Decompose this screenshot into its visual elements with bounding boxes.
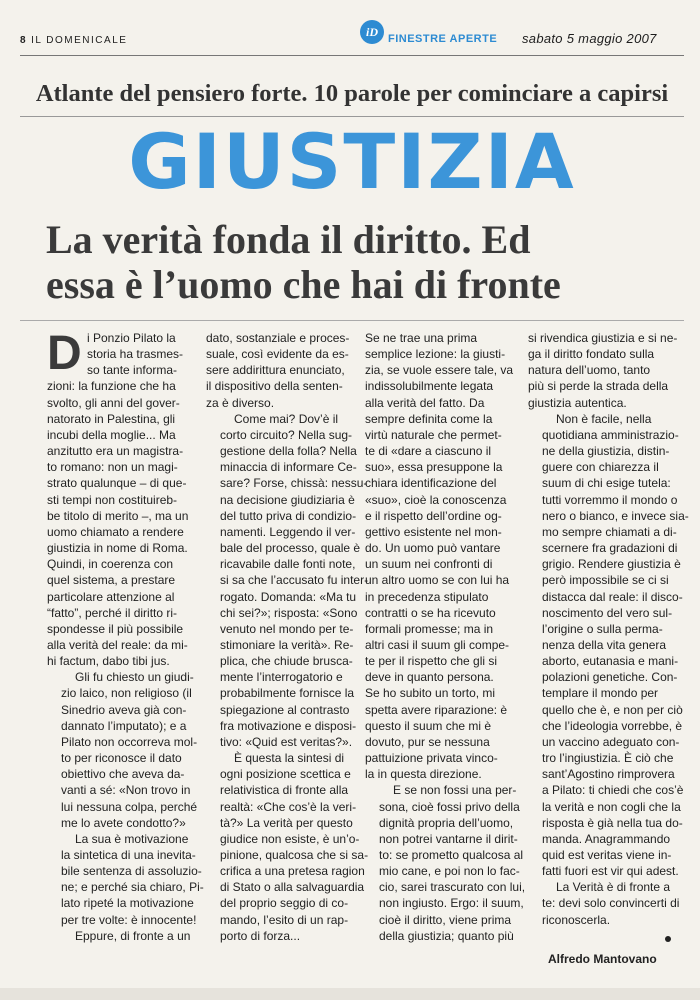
text-line: aborto, eutanasia e mani- <box>542 654 679 669</box>
text-line: obiettivo che aveva da- <box>61 767 185 782</box>
text-line: che l’ideologia vorrebbe, è <box>542 718 683 733</box>
text-line: si sa che l’accusato fu inter- <box>220 573 369 588</box>
text-line: do. Un uomo può vantare <box>365 541 501 556</box>
byline: Alfredo Mantovano <box>548 952 657 966</box>
text-line: to: se prometto qualcosa al <box>379 848 524 862</box>
text-line: anzitutto era un magistra- <box>47 444 184 459</box>
text-line: te: devi solo convincerti di <box>542 896 680 911</box>
text-line: quid est veritas viene in- <box>542 848 672 862</box>
text-column-2 <box>206 330 369 944</box>
text-line: na decisione giudiziaria è <box>220 492 355 507</box>
masthead <box>20 24 684 52</box>
text-line: sare? Forse, chissà: nessu- <box>220 476 368 491</box>
text-line: hi factum, dabo tibi jus. <box>47 654 170 669</box>
text-line: incubi della moglie... Ma <box>47 427 176 442</box>
text-line: chiara identificazione del <box>365 476 497 491</box>
text-line: guere con chiarezza il <box>542 460 659 475</box>
text-line: riconoscerla. <box>542 912 611 927</box>
text-line: Gli fu chiesto un giudi- <box>75 670 194 685</box>
text-line: di Stato o alla salvaguardia <box>220 880 365 895</box>
text-line: alla verità del reale: da mi- <box>47 637 188 652</box>
text-line: tro l’ingiustizia. È ciò che <box>542 751 674 766</box>
text-line: corto circuito? Nella sug- <box>220 427 353 442</box>
text-line: “fatto”, perché il diritto ri- <box>47 605 178 620</box>
text-line: dovuto, pur se nessuna <box>365 734 490 749</box>
text-line: scernere fra gradazioni di <box>542 541 678 556</box>
text-line: bale del processo, quale è <box>220 541 361 556</box>
paragraph <box>206 411 369 750</box>
text-line: a Pilato: ti chiedi che cos’è <box>542 783 684 798</box>
text-line: Pilato non occorreva mol- <box>61 734 198 749</box>
text-line: porto di forza... <box>220 928 301 943</box>
text-line: la verità e non cogli che la <box>542 799 681 814</box>
text-line: plica, che chiude brusca- <box>220 654 353 669</box>
text-line: probabilmente fornisce la <box>220 686 355 701</box>
text-line: semplice lezione: la giusti- <box>365 347 506 362</box>
header-rule <box>20 55 684 56</box>
text-line: Come mai? Dov’è il <box>234 411 339 426</box>
drop-cap: D <box>47 327 82 380</box>
text-line: pinione, qualcosa che si sa- <box>220 848 369 862</box>
text-line: za è diverso. <box>206 395 275 410</box>
text-line: fra motivazione e disposi- <box>220 718 357 733</box>
paragraph <box>47 669 199 831</box>
text-line: giustizia in nome di Roma. <box>47 541 188 556</box>
text-line: venuto nel mondo per te- <box>220 621 354 636</box>
text-line: ne della giustizia, distin- <box>542 444 670 459</box>
text-line: mente l’interrogatorio e <box>220 670 343 685</box>
text-line: contratti o se ha ricevuto <box>365 605 496 620</box>
headline-rule <box>20 320 684 321</box>
text-line: spiegazione al contrasto <box>220 702 350 717</box>
text-line: tutti vorremmo il mondo o <box>542 492 678 507</box>
text-line: quel sistema, a prestare <box>47 573 176 588</box>
text-line: sere addirittura enunciato, <box>206 363 345 378</box>
end-mark-icon <box>665 936 671 942</box>
text-line: pattuizione privata vinco- <box>365 751 498 766</box>
text-line: virtù naturale che permet- <box>365 427 502 442</box>
paragraph <box>47 928 199 944</box>
text-line: indissolubilmente legata <box>365 379 494 394</box>
text-line: particolare attenzione al <box>47 589 175 604</box>
text-column-4 <box>528 330 689 928</box>
paragraph <box>528 330 680 411</box>
text-line: ne; e perché sia chiaro, Pi- <box>61 880 204 895</box>
text-line: ricavabile dalle fonti note, <box>220 557 356 572</box>
text-line: manda. Anagrammando <box>542 831 671 846</box>
text-line: strato qualunque – di que- <box>47 476 187 491</box>
text-line: ga il diritto fondato sulla <box>528 347 655 362</box>
text-line: sempre definita come la <box>365 411 493 426</box>
text-line: tivo: «Quid est veritas?». <box>220 734 353 749</box>
text-line: nero o bianco, e invece sia- <box>542 508 689 523</box>
text-line: del proprio seggio di co- <box>220 896 349 911</box>
text-line: namenti. Leggendo il ver- <box>220 524 356 539</box>
text-line: non ingiusto. Ergo: il suum, <box>379 896 524 911</box>
text-line: suale, così evidente da es- <box>206 347 349 362</box>
text-line: relativistica di fronte alla <box>220 783 349 798</box>
section-name: FINESTRE APERTE <box>388 33 498 45</box>
text-line: spetta avere riparazione: è <box>365 702 508 717</box>
paragraph <box>206 750 369 944</box>
paragraph <box>47 327 199 669</box>
text-line: La Verità è di fronte a <box>556 880 671 895</box>
headline-line: La verità fonda il diritto. Ed <box>46 217 531 262</box>
paper-name: IL DOMENICALE <box>31 34 128 46</box>
text-line: rogato. Domanda: «Ma tu <box>220 589 357 604</box>
text-line: un altro uomo se con lui ha <box>365 573 510 588</box>
page-number: 8 <box>20 34 27 46</box>
issue-date: sabato 5 maggio 2007 <box>522 31 657 46</box>
text-line: in precedenza stipulato <box>365 589 489 604</box>
text-line: realtà: «Che cos’è la veri- <box>220 799 357 814</box>
text-line: questo il suum che mi è <box>365 718 492 733</box>
text-line: suum di chi esige tutela: <box>542 476 671 491</box>
text-line: Eppure, di fronte a un <box>75 928 191 943</box>
text-line: minaccia di informare Ce- <box>220 460 357 475</box>
text-line: lui nessuna colpa, perché <box>61 799 198 814</box>
text-line: un vaccino adeguato con- <box>542 734 680 749</box>
text-line: la in questa direzione. <box>365 767 482 782</box>
text-line: svolto, gli anni del gover- <box>47 395 180 410</box>
section-logo-icon: iD <box>360 20 384 44</box>
text-line: alla verità del fatto. Da <box>365 395 485 410</box>
text-line: Quindi, in coerenza con <box>47 557 174 572</box>
article-headline <box>46 217 686 307</box>
text-line: cioè il diritto, viene prima <box>379 912 512 927</box>
paragraph <box>528 879 680 927</box>
paragraph <box>47 831 204 928</box>
text-line: distacca dal reale: il disco- <box>542 589 683 604</box>
text-line: deve in quanto persona. <box>365 670 494 685</box>
text-line: Non è facile, nella <box>556 411 652 426</box>
text-line: giudice non esiste, è un’o- <box>220 831 360 846</box>
text-line: mio cane, e poi non lo fac- <box>379 864 520 879</box>
section-title: GIUSTIZIA <box>128 117 576 206</box>
text-line: templare il mondo per <box>542 686 659 701</box>
text-line: giustizia autentica. <box>528 395 627 410</box>
text-line: e il rispetto dell’ordine og- <box>365 508 502 523</box>
text-line: della giustizia; quanto più <box>379 928 514 943</box>
text-line: bile sentenza di assoluzio- <box>61 864 202 879</box>
text-line: gettivo esistente nel mon- <box>365 524 502 539</box>
text-line: zia, se vuole essere tale, va <box>365 363 514 378</box>
text-line: uomo chiamato a rendere <box>47 524 184 539</box>
text-line: formali promesse; ma in <box>365 621 494 636</box>
text-line: lato ripeté la motivazione <box>61 896 194 911</box>
text-line: però impossibile se ci si <box>542 573 669 588</box>
text-line: vanti a sé: «Non trovo in <box>61 783 191 798</box>
text-line: natorato in Palestina, gli <box>47 411 176 426</box>
text-line: nenza della vita genera <box>542 637 667 652</box>
text-line: to per riconosce il dato <box>61 751 182 766</box>
text-line: La sua è motivazione <box>75 831 189 846</box>
text-line: noscimento del vero sul- <box>542 605 673 620</box>
text-line: tà?» La verità per questo <box>220 815 353 830</box>
text-line: più si perde la strada della <box>528 379 669 394</box>
text-line: zioni: la funzione che ha <box>47 379 176 394</box>
text-line: so tante informa- <box>87 363 178 378</box>
text-line: dannato l’imputato); e a <box>61 718 187 733</box>
text-line: risposta è già nella tua do- <box>542 815 683 830</box>
text-line: la sintetica di una inevita- <box>61 848 196 862</box>
text-column-1 <box>47 327 204 944</box>
text-line: suo», essa presuppone la <box>365 460 503 475</box>
text-line: be titolo di merito –, ma un <box>47 508 189 523</box>
text-line: polazioni genetiche. Con- <box>542 670 678 685</box>
text-line: mando, l’esito di un rap- <box>220 912 349 927</box>
text-line: crifica a una pretesa ragion <box>220 864 365 879</box>
headline-line: essa è l’uomo che hai di fronte <box>46 262 561 307</box>
paragraph <box>528 411 689 880</box>
text-column-3 <box>365 330 526 944</box>
text-line: altri casi il suum gli compe- <box>365 637 510 652</box>
text-line: storia ha trasmes- <box>87 347 184 362</box>
text-line: mo sempre chiamati a di- <box>542 524 677 539</box>
paragraph <box>206 330 358 411</box>
text-line: E se non fossi una per- <box>393 783 517 798</box>
text-line: Se ho subito un torto, mi <box>365 686 496 701</box>
text-line: sona, cioè fossi privo della <box>379 799 520 814</box>
text-line: del tutto priva di condizio- <box>220 508 357 523</box>
paragraph <box>365 330 517 782</box>
article-kicker: Atlante del pensiero forte. 10 parole per cominciare a capirsi <box>35 80 669 107</box>
text-line: natura dell’uomo, tanto <box>528 363 651 378</box>
text-line: ogni posizione scettica e <box>220 767 351 782</box>
text-line: sant’Agostino rimprovera <box>542 767 675 782</box>
text-line: grigio. Rendere giustizia è <box>542 557 681 572</box>
text-line: dato, sostanziale e proces- <box>206 331 350 345</box>
text-line: non potrei vantarne il dirit- <box>379 831 518 846</box>
text-line: to romano: non un magi- <box>47 460 178 475</box>
text-line: l’origine o sulla perma- <box>542 621 663 636</box>
text-line: te per il rispetto che gli si <box>365 654 498 669</box>
text-line: «suo», cioè la conoscenza <box>365 492 507 507</box>
text-line: i Ponzio Pilato la <box>87 331 176 345</box>
text-line: fatti fuori est vir qui adest. <box>542 864 679 879</box>
text-line: gestione della folla? Nella <box>220 444 357 459</box>
text-line: Sinedrio aveva già con- <box>61 702 187 717</box>
text-line: Se ne trae una prima <box>365 331 478 345</box>
text-line: un suum nei confronti di <box>365 557 493 572</box>
text-line: spondesse il più possibile <box>47 621 184 636</box>
text-line: quello che è, e non per ciò <box>542 702 683 717</box>
text-line: per tre volte: è innocente! <box>61 912 197 927</box>
text-line: sti tempi non costituireb- <box>47 492 178 507</box>
text-line: te di «dare a ciascuno il <box>365 444 492 459</box>
text-line: il dispositivo della senten- <box>206 379 343 394</box>
page-edge <box>0 988 700 1000</box>
text-line: cio, sarei trascurato con lui, <box>379 880 526 895</box>
text-line: zio laico, non religioso (il <box>61 686 192 701</box>
text-line: È questa la sintesi di <box>234 751 345 766</box>
text-line: me lo avete condotto?» <box>61 815 186 830</box>
text-line: stimoniare la verità». Re- <box>220 637 354 652</box>
text-line: quotidiana amministrazio- <box>542 427 679 442</box>
text-line: chi sei?»; risposta: «Sono <box>220 605 358 620</box>
text-line: dignità propria dell’uomo, <box>379 815 514 830</box>
text-line: si rivendica giustizia e si ne- <box>528 331 678 345</box>
paragraph <box>365 782 526 944</box>
